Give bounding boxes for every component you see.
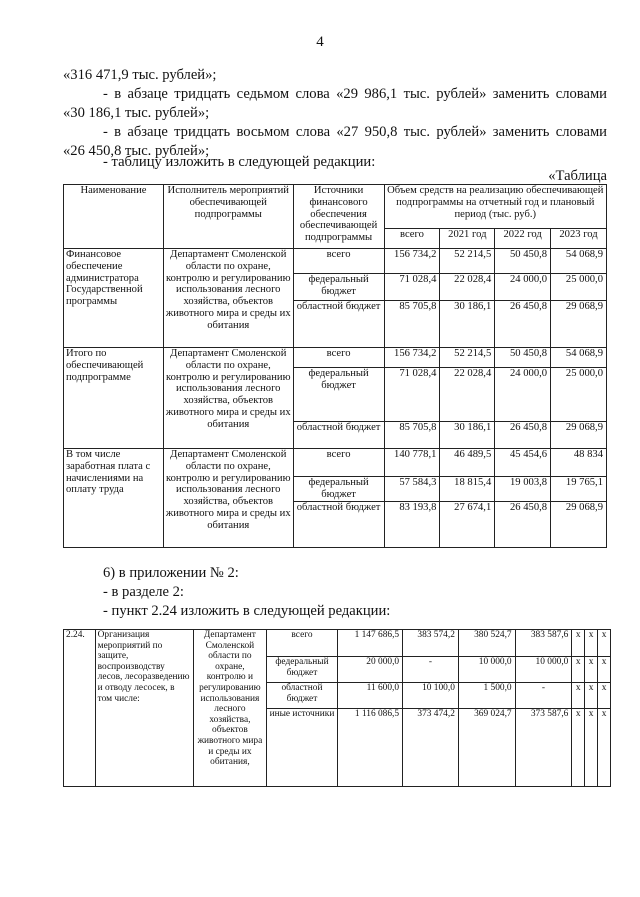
cell-2022: 24 000,0	[495, 274, 551, 301]
row-source: всего	[293, 348, 384, 368]
row-name: Итого по обеспечивающей подпрограмме	[64, 348, 164, 449]
cell-x: x	[598, 683, 611, 709]
cell-x: x	[585, 630, 598, 657]
item-executor: Департамент Смоленской области по охране, контролю и регулированию использования лесного хозяйства, объектов животного мира и среды их обитания,	[193, 630, 267, 787]
cell-2022: 369 024,7	[458, 709, 515, 787]
row-executor: Департамент Смоленской области по охране, контролю и регулированию использования лесного хозяйства, объектов животного мира и среды их обитания	[163, 348, 293, 449]
item-number: 2.24.	[64, 630, 96, 787]
cell-2021: 383 574,2	[403, 630, 459, 657]
row-source: федеральный бюджет	[267, 657, 337, 683]
header-total: всего	[384, 229, 440, 249]
text-line: - в абзаце тридцать седьмом слова «29 986,1 тыс. рублей» заменить словами	[103, 86, 607, 102]
cell-2021: 27 674,1	[440, 501, 495, 547]
cell-2021: 373 474,2	[403, 709, 459, 787]
cell-2021: 30 186,1	[440, 422, 495, 449]
row-source: федеральный бюджет	[293, 274, 384, 301]
cell-2023: 48 834	[551, 449, 607, 477]
header-executor: Исполнитель мероприятий обеспечивающей подпрограммы	[163, 185, 293, 249]
text-line: - в разделе 2:	[103, 584, 184, 600]
cell-total: 71 028,4	[384, 368, 440, 422]
cell-2023: -	[515, 683, 572, 709]
cell-2021: 52 214,5	[440, 348, 495, 368]
cell-2023: 54 068,9	[551, 348, 607, 368]
cell-2022: 26 450,8	[495, 422, 551, 449]
cell-total: 140 778,1	[384, 449, 440, 477]
cell-2023: 383 587,6	[515, 630, 572, 657]
cell-2021: 46 489,5	[440, 449, 495, 477]
cell-2021: 30 186,1	[440, 301, 495, 348]
row-executor: Департамент Смоленской области по охране, контролю и регулированию использования лесного хозяйства, объектов животного мира и среды их обитания	[163, 249, 293, 348]
row-name: В том числе заработная плата с начислениями на оплату труда	[64, 449, 164, 548]
cell-2022: 26 450,8	[495, 301, 551, 348]
cell-2022: 19 003,8	[495, 477, 551, 502]
cell-2023: 29 068,9	[551, 501, 607, 547]
cell-2023: 25 000,0	[551, 368, 607, 422]
header-volume: Объем средств на реализацию обеспечивающей подпрограммы на отчетный год и плановый период (тыс. руб.)	[384, 185, 606, 229]
table-row	[64, 348, 607, 368]
header-name: Наименование	[64, 185, 164, 249]
header-2022: 2022 год	[495, 229, 551, 249]
text-line: «316 471,9 тыс. рублей»;	[63, 67, 217, 83]
table-row	[64, 449, 607, 477]
text-line: «26 450,8 тыс. рублей»;	[63, 143, 210, 159]
text-line: «30 186,1 тыс. рублей»;	[63, 105, 210, 121]
cell-total: 57 584,3	[384, 477, 440, 502]
text-line: - в абзаце тридцать восьмом слова «27 950,8 тыс. рублей» заменить словами	[103, 124, 607, 140]
row-source: областной бюджет	[293, 501, 384, 547]
row-executor: Департамент Смоленской области по охране, контролю и регулированию использования лесного хозяйства, объектов животного мира и среды их обитания	[163, 449, 293, 548]
text-line: - таблицу изложить в следующей редакции:	[103, 154, 376, 170]
cell-x: x	[585, 657, 598, 683]
cell-x: x	[572, 709, 585, 787]
cell-2023: 373 587,6	[515, 709, 572, 787]
cell-total: 11 600,0	[337, 683, 402, 709]
cell-2022: 10 000,0	[458, 657, 515, 683]
text-line: 6) в приложении № 2:	[103, 565, 239, 581]
row-source: всего	[293, 449, 384, 477]
cell-x: x	[585, 709, 598, 787]
cell-2023: 29 068,9	[551, 422, 607, 449]
cell-2022: 1 500,0	[458, 683, 515, 709]
cell-total: 20 000,0	[337, 657, 402, 683]
cell-2021: 10 100,0	[403, 683, 459, 709]
header-2023: 2023 год	[551, 229, 607, 249]
cell-x: x	[572, 657, 585, 683]
row-source: областной бюджет	[293, 301, 384, 348]
table-row	[64, 630, 611, 657]
row-name: Финансовое обеспечение администратора Государственной программы	[64, 249, 164, 348]
program-item-table	[63, 629, 611, 787]
cell-2023: 10 000,0	[515, 657, 572, 683]
cell-total: 1 116 086,5	[337, 709, 402, 787]
cell-2023: 54 068,9	[551, 249, 607, 274]
item-name: Организация мероприятий по защите, воспроизводству лесов, лесоразведению и отводу лесосек, в том числе:	[95, 630, 193, 787]
header-sources: Источники финансового обеспечения обеспечивающей подпрограммы	[293, 185, 384, 249]
cell-2022: 45 454,6	[495, 449, 551, 477]
cell-x: x	[585, 683, 598, 709]
row-source: федеральный бюджет	[293, 368, 384, 422]
header-2021: 2021 год	[440, 229, 495, 249]
row-source: всего	[293, 249, 384, 274]
cell-x: x	[598, 657, 611, 683]
cell-2022: 24 000,0	[495, 368, 551, 422]
row-source: областной бюджет	[267, 683, 337, 709]
funding-table	[63, 184, 607, 548]
cell-2021: -	[403, 657, 459, 683]
cell-2022: 380 524,7	[458, 630, 515, 657]
text-line: - пункт 2.24 изложить в следующей редакции:	[103, 603, 391, 619]
cell-2022: 50 450,8	[495, 348, 551, 368]
table-row	[64, 249, 607, 274]
cell-2023: 29 068,9	[551, 301, 607, 348]
row-source: иные источники	[267, 709, 337, 787]
cell-x: x	[598, 630, 611, 657]
row-source: федеральный бюджет	[293, 477, 384, 502]
cell-2021: 22 028,4	[440, 274, 495, 301]
table-caption: «Таблица	[548, 168, 607, 184]
row-source: областной бюджет	[293, 422, 384, 449]
cell-2022: 50 450,8	[495, 249, 551, 274]
cell-total: 85 705,8	[384, 301, 440, 348]
cell-2021: 52 214,5	[440, 249, 495, 274]
cell-2023: 25 000,0	[551, 274, 607, 301]
row-source: всего	[267, 630, 337, 657]
cell-2023: 19 765,1	[551, 477, 607, 502]
cell-total: 156 734,2	[384, 249, 440, 274]
cell-total: 1 147 686,5	[337, 630, 402, 657]
cell-total: 85 705,8	[384, 422, 440, 449]
cell-2021: 22 028,4	[440, 368, 495, 422]
cell-total: 71 028,4	[384, 274, 440, 301]
cell-x: x	[572, 630, 585, 657]
cell-total: 156 734,2	[384, 348, 440, 368]
cell-x: x	[572, 683, 585, 709]
cell-x: x	[598, 709, 611, 787]
cell-2021: 18 815,4	[440, 477, 495, 502]
cell-total: 83 193,8	[384, 501, 440, 547]
page-number: 4	[316, 34, 324, 50]
cell-2022: 26 450,8	[495, 501, 551, 547]
